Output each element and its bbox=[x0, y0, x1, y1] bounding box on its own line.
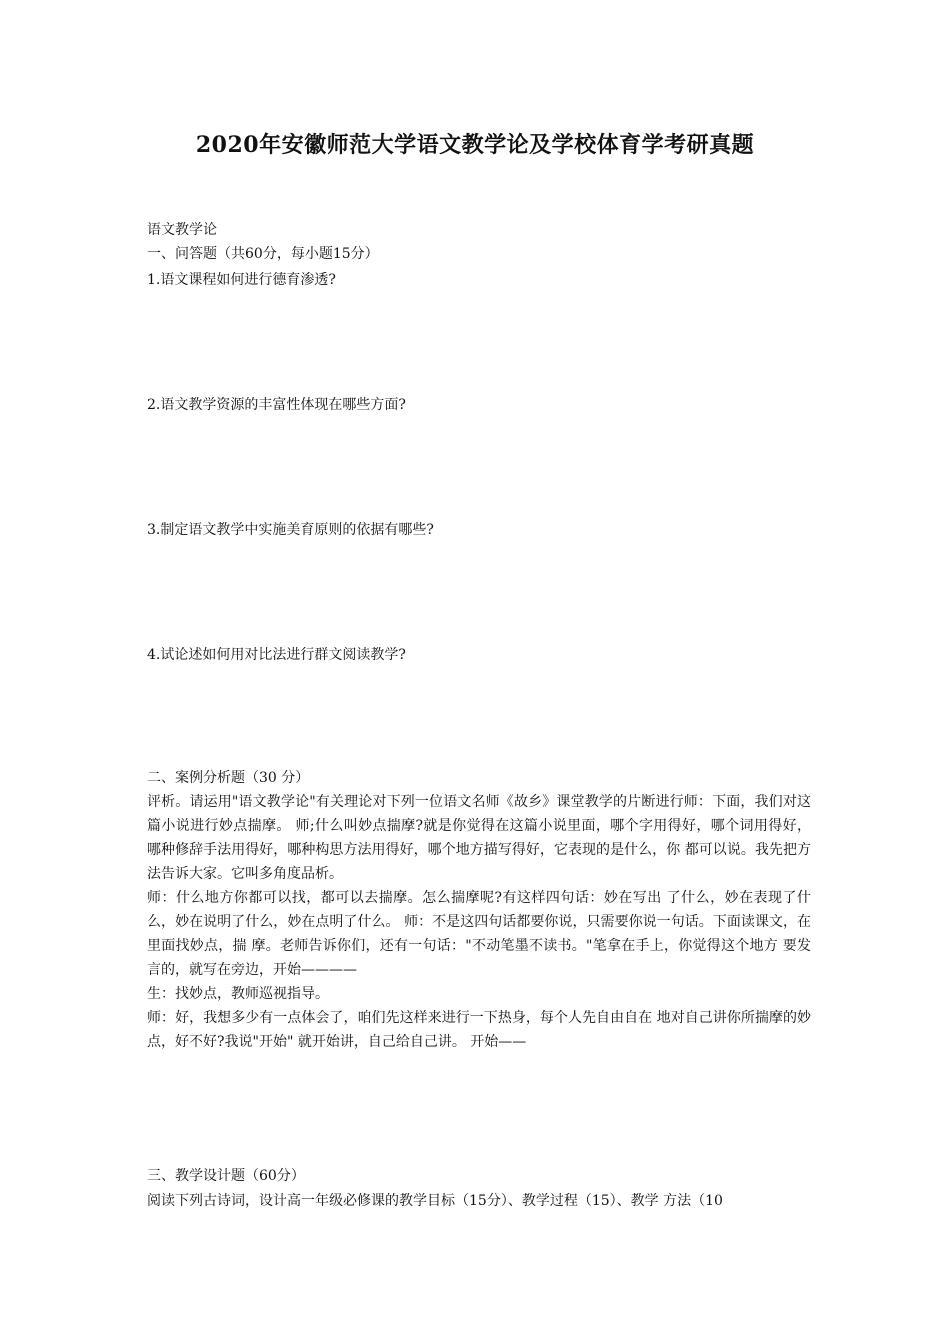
section-1-heading: 一、问答题（共60分，每小题15分） bbox=[147, 246, 379, 262]
case-paragraph-4: 师：好，我想多少有一点体会了，咱们先这样来进行一下热身，每个人先自由自在 地对自己讲你所揣摩的妙点，好不好?我说"开始" 就开始讲，自己给自己讲。 开始—— bbox=[147, 1010, 811, 1050]
case-paragraph-2: 师：什么地方你都可以找，都可以去揣摩。怎么揣摩呢?有这样四句话：妙在写出 了什么，妙在表现了什么，妙在说明了什么，妙在点明了什么。 师：不是这四句话都要你说，只需要你说一句话。下面读课文，在里面找妙点，揣 摩。老师告诉你们，还有一句话："不动笔墨不读书。"笔拿在手上，你觉得这个地方 要发言的，就写在旁边，开始———— bbox=[147, 890, 811, 978]
case-paragraph-3: 生：找妙点，教师巡视指导。 bbox=[147, 986, 329, 1002]
document-title: 2020年安徽师范大学语文教学论及学校体育学考研真题 bbox=[195, 132, 755, 158]
case-paragraph-1: 评析。请运用"语文教学论"有关理论对下列一位语文名师《故乡》课堂教学的片断进行师：下面，我们对这篇小说进行妙点揣摩。 师;什么叫妙点揣摩?就是你觉得在这篇小说里面，哪个字用得好，哪个词用得好， 哪种修辞手法用得好，哪种构思方法用得好，哪个地方描写得好，它表现的是什么，你 都可以说。我先把方法告诉大家。它叫多角度品析。 bbox=[147, 794, 811, 882]
question-3: 3.制定语文教学中实施美育原则的依据有哪些? bbox=[147, 522, 434, 538]
subject-heading: 语文教学论 bbox=[147, 222, 217, 238]
section-3-heading: 三、教学设计题（60分） bbox=[147, 1168, 305, 1184]
section-3-text: 阅读下列古诗词，设计高一年级必修课的教学目标（15分）、教学过程（15）、教学 方法（10 bbox=[147, 1193, 723, 1209]
section-2-heading: 二、案例分析题（30 分） bbox=[147, 770, 310, 786]
question-4: 4.试论述如何用对比法进行群文阅读教学? bbox=[147, 647, 406, 663]
question-2: 2.语文教学资源的丰富性体现在哪些方面? bbox=[147, 397, 406, 413]
question-1: 1.语文课程如何进行德育渗透? bbox=[147, 272, 336, 288]
